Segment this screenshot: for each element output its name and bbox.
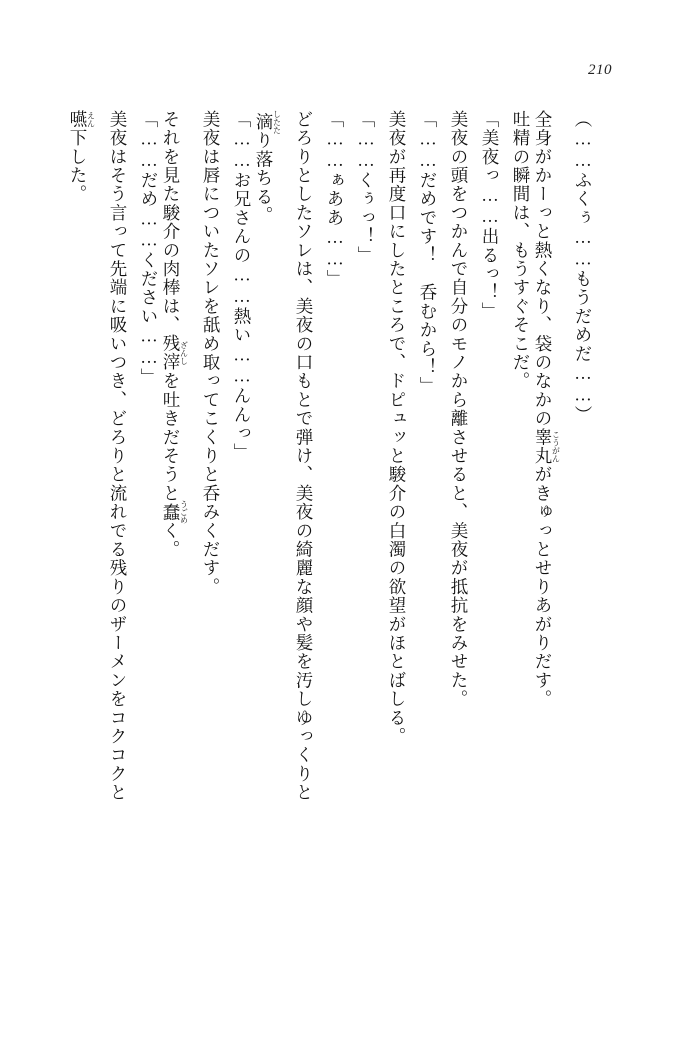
text-column: 吐精の瞬間は、もうすぐそこだ。: [511, 110, 531, 391]
text-column: 全身がかーっと熱くなり、袋のなかの睾丸こうがんがきゅっとせりあがりだす。: [533, 110, 561, 709]
text-column: 滴したたり落ちる。: [254, 110, 282, 225]
text-column: どろりとしたソレは、美夜の口もとで弾け、美夜の綺麗な顔や髪を汚しゆっくりと: [294, 110, 314, 802]
text-column: 「……だめです！ 呑むから！」: [418, 110, 438, 396]
text-column: 美夜の頭をつかんで自分のモノから離させると、美夜が抵抗をみせた。: [449, 110, 469, 709]
text-column: （……ふくぅ……もうだめだ……）: [573, 110, 593, 425]
text-column: 美夜はそう言って先端に吸いつき、どろりと流れでる残りのザーメンをコクコクと: [108, 110, 128, 802]
text-column: 美夜は唇についたソレを舐め取ってこくりと呑みくだす。: [201, 110, 221, 597]
text-column: 「……くぅっ！」: [356, 110, 376, 265]
text-column: 「……お兄さんの……熱い……んんっ」: [232, 110, 252, 462]
page-number: 210: [588, 62, 612, 78]
text-column: 「美夜っ……出るっ！」: [480, 110, 500, 321]
text-column: 「……ぁああ……」: [325, 110, 345, 289]
vertical-text-block: [64, 110, 624, 1010]
text-column: 美夜が再度口にしたところで、ドピュッと駿介の白濁の欲望がほとばしる。: [387, 110, 407, 746]
text-column: 「……だめ……ください……」: [139, 110, 159, 387]
text-column: それを見た駿介の肉棒は、残滓ざんしを吐きだそうと蠢うごめく。: [161, 110, 189, 559]
text-column: 嚥えん下した。: [68, 110, 96, 204]
